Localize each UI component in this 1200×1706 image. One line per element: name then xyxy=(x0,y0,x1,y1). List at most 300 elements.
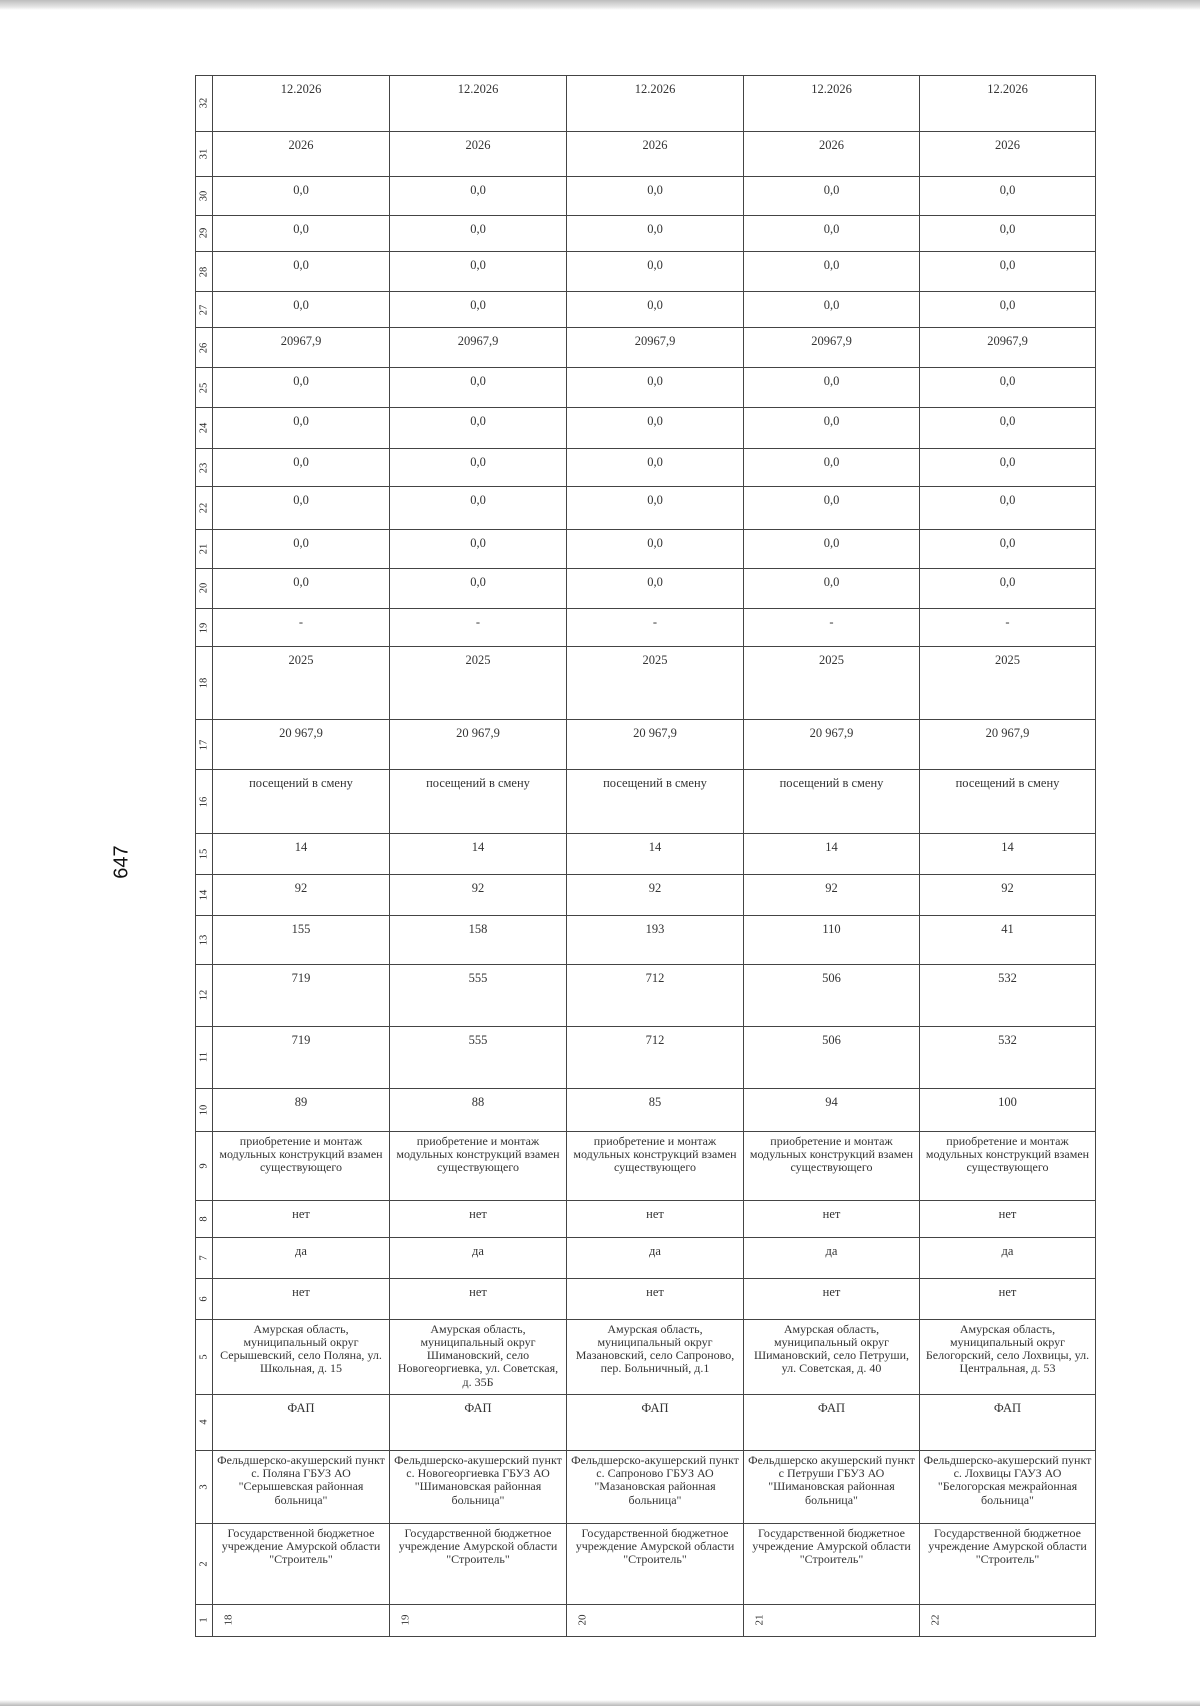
table-cell xyxy=(567,1131,744,1200)
table-cell xyxy=(920,1319,1096,1394)
table-cell xyxy=(567,1279,744,1320)
table-cell xyxy=(213,1523,390,1604)
cell-text: посещений в смену xyxy=(426,775,530,790)
table-cell xyxy=(213,647,390,720)
cell-text: 0,0 xyxy=(823,221,840,236)
cell-text: 193 xyxy=(645,921,665,936)
table-cell xyxy=(744,407,920,448)
cell-text: да xyxy=(472,1244,484,1259)
cell-text: Амурская область, муниципальный округ Шимановский, село Петруши, ул. Советская, д. 40 xyxy=(753,1321,910,1376)
row-number: 14 xyxy=(198,889,210,901)
table-cell xyxy=(390,1026,567,1088)
cell-text: 14 xyxy=(294,840,308,855)
row-number: 3 xyxy=(198,1484,210,1490)
cell-text: 20967,9 xyxy=(280,334,322,349)
row-number: 25 xyxy=(198,382,210,393)
cell-text: 12.2026 xyxy=(987,82,1028,96)
table-cell xyxy=(213,769,390,833)
row-number-cell xyxy=(196,530,213,569)
table-cell xyxy=(390,720,567,769)
cell-text: 532 xyxy=(998,1032,1017,1047)
table-cell xyxy=(567,608,744,647)
row-number: 15 xyxy=(198,848,210,860)
table-cell xyxy=(390,1279,567,1320)
cell-text: Амурская область, муниципальный округ Мазановский, село Сапроново, пер. Больничный, д.1 xyxy=(575,1321,735,1376)
cell-text: 0,0 xyxy=(647,575,663,589)
cell-text: 92 xyxy=(1001,881,1014,896)
table-cell xyxy=(390,965,567,1026)
table-cell xyxy=(920,608,1096,647)
table-cell xyxy=(744,608,920,647)
table-cell xyxy=(567,252,744,292)
table-cell xyxy=(390,328,567,368)
table-cell xyxy=(213,1088,390,1131)
cell-text: 506 xyxy=(822,1032,841,1047)
cell-text: 92 xyxy=(294,881,308,896)
table-cell xyxy=(213,530,390,569)
table-cell xyxy=(390,647,567,720)
row-number: 22 xyxy=(198,503,210,514)
table-cell xyxy=(567,215,744,252)
row-number: 2 xyxy=(198,1561,210,1567)
table-cell xyxy=(567,647,744,720)
table-cell xyxy=(744,215,920,252)
cell-text: 19 xyxy=(399,1614,412,1626)
cell-text: 89 xyxy=(294,1094,308,1109)
table-cell xyxy=(744,252,920,292)
table-cell xyxy=(390,769,567,833)
cell-text: 0,0 xyxy=(999,454,1016,469)
cell-text: нет xyxy=(292,1206,310,1221)
table-cell xyxy=(390,1395,567,1451)
cell-text: 12.2026 xyxy=(457,82,499,96)
table-cell xyxy=(390,1088,567,1131)
cell-text: 2026 xyxy=(819,137,844,152)
table-cell xyxy=(920,76,1096,132)
cell-text: 0,0 xyxy=(999,536,1016,551)
table-cell xyxy=(390,875,567,916)
row-number: 17 xyxy=(198,739,210,750)
table-cell xyxy=(213,215,390,252)
table-cell xyxy=(567,448,744,487)
table-cell xyxy=(390,291,567,328)
cell-text: 2025 xyxy=(642,653,668,668)
row-number-cell xyxy=(196,131,213,176)
row-number-cell xyxy=(196,1088,213,1131)
row-number: 21 xyxy=(198,543,210,555)
cell-text: нет xyxy=(646,1285,664,1299)
table-cell xyxy=(567,368,744,408)
table-cell xyxy=(744,720,920,769)
table-row xyxy=(196,875,1096,916)
cell-text: 0,0 xyxy=(293,536,309,551)
table-row xyxy=(196,1279,1096,1320)
cell-text: 12.2026 xyxy=(811,82,852,96)
table-cell xyxy=(213,569,390,609)
row-number-cell xyxy=(196,1395,213,1451)
table-cell xyxy=(920,328,1096,368)
row-number-cell xyxy=(196,291,213,328)
table-cell xyxy=(390,915,567,964)
cell-text: 0,0 xyxy=(293,221,309,236)
table-cell xyxy=(567,834,744,875)
table-cell xyxy=(920,834,1096,875)
cell-text: 0,0 xyxy=(823,454,840,469)
cell-text: 94 xyxy=(825,1094,838,1109)
table-cell xyxy=(567,487,744,530)
table-cell xyxy=(390,1450,567,1523)
cell-text: посещений в смену xyxy=(249,775,353,790)
table-cell xyxy=(390,1523,567,1604)
cell-text: 92 xyxy=(825,881,838,896)
table-cell xyxy=(920,915,1096,964)
table-cell xyxy=(920,487,1096,530)
table-cell xyxy=(744,769,920,833)
cell-text: 2025 xyxy=(995,653,1020,668)
cell-text: 21 xyxy=(753,1614,766,1626)
cell-text: 0,0 xyxy=(647,454,663,469)
cell-text: 532 xyxy=(998,971,1017,986)
cell-text: 20967,9 xyxy=(457,334,499,349)
table-cell xyxy=(390,1319,567,1394)
cell-text: 158 xyxy=(468,921,488,936)
cell-text: 0,0 xyxy=(823,258,840,273)
table-row xyxy=(196,647,1096,720)
table-row xyxy=(196,834,1096,875)
row-number-cell xyxy=(196,252,213,292)
cell-text: ФАП xyxy=(464,1401,492,1416)
row-number: 8 xyxy=(198,1216,210,1222)
table-cell xyxy=(920,291,1096,328)
cell-text: да xyxy=(649,1244,661,1259)
table-cell xyxy=(567,1450,744,1523)
cell-text: нет xyxy=(822,1206,841,1221)
table-cell xyxy=(390,1200,567,1238)
cell-text: 0,0 xyxy=(470,575,486,589)
table-cell xyxy=(744,1604,920,1637)
cell-text: 2026 xyxy=(465,137,491,152)
table-cell xyxy=(744,875,920,916)
cell-text: 88 xyxy=(471,1094,485,1109)
table-cell xyxy=(567,1238,744,1279)
row-number: 19 xyxy=(198,622,210,633)
row-number-cell xyxy=(196,1604,213,1637)
cell-text: 85 xyxy=(648,1094,662,1109)
table-row xyxy=(196,530,1096,569)
row-number: 4 xyxy=(198,1419,210,1426)
cell-text: 14 xyxy=(825,840,838,855)
table-cell xyxy=(213,176,390,215)
table-cell xyxy=(920,131,1096,176)
cell-text: да xyxy=(825,1244,838,1259)
cell-text: 506 xyxy=(822,971,841,986)
cell-text: 0,0 xyxy=(293,493,309,508)
cell-text: 20 xyxy=(576,1614,589,1626)
cell-text: 2025 xyxy=(465,653,491,668)
cell-text: 12.2026 xyxy=(634,82,676,96)
table-cell xyxy=(920,647,1096,720)
cell-text: Амурская область, муниципальный округ Белогорский, село Лохвицы, ул. Центральная, д. 53 xyxy=(925,1321,1090,1376)
cell-text: посещений в смену xyxy=(955,775,1060,790)
table-row xyxy=(196,252,1096,292)
table-cell xyxy=(567,407,744,448)
row-number: 10 xyxy=(198,1104,210,1116)
row-number-cell xyxy=(196,1523,213,1604)
cell-text: 20967,9 xyxy=(634,334,676,349)
table-cell xyxy=(920,1279,1096,1320)
row-number-cell xyxy=(196,328,213,368)
table-row xyxy=(196,1088,1096,1131)
table-cell xyxy=(920,1131,1096,1200)
cell-text: 0,0 xyxy=(647,493,663,508)
table-cell xyxy=(567,291,744,328)
row-number: 5 xyxy=(198,1354,210,1360)
table-cell xyxy=(744,965,920,1026)
cell-text: 0,0 xyxy=(999,297,1016,312)
row-number: 24 xyxy=(198,422,210,434)
table-cell xyxy=(213,608,390,647)
table-cell xyxy=(744,1395,920,1451)
table-cell xyxy=(567,1604,744,1637)
cell-text: - xyxy=(475,614,481,629)
table-cell xyxy=(920,407,1096,448)
row-number-cell xyxy=(196,769,213,833)
table-cell xyxy=(744,1088,920,1131)
table-cell xyxy=(390,131,567,176)
cell-text: 0,0 xyxy=(647,297,663,312)
row-number-cell xyxy=(196,1200,213,1238)
row-number-cell xyxy=(196,1131,213,1200)
cell-text: 0,0 xyxy=(823,493,840,508)
cell-text: приобретение и монтаж модульных конструкций взамен существующего xyxy=(396,1133,560,1175)
cell-text: посещений в смену xyxy=(603,775,707,790)
cell-text: 2026 xyxy=(642,137,668,152)
row-number: 13 xyxy=(198,934,210,946)
row-number: 27 xyxy=(198,304,210,315)
cell-text: 20 967,9 xyxy=(279,726,323,741)
table-cell xyxy=(390,834,567,875)
cell-text: 719 xyxy=(291,971,311,986)
table-cell xyxy=(213,487,390,530)
row-number: 28 xyxy=(198,266,210,277)
cell-text: 0,0 xyxy=(823,536,840,551)
cell-text: 0,0 xyxy=(647,413,663,428)
cell-text: 555 xyxy=(468,971,488,986)
row-number-cell xyxy=(196,1319,213,1394)
cell-text: 0,0 xyxy=(999,182,1016,197)
table-cell xyxy=(920,1238,1096,1279)
row-number-cell xyxy=(196,368,213,408)
row-number: 7 xyxy=(198,1255,210,1261)
cell-text: 0,0 xyxy=(647,258,663,273)
row-number-cell xyxy=(196,834,213,875)
cell-text: 14 xyxy=(648,840,662,855)
table-cell xyxy=(390,608,567,647)
table-row xyxy=(196,487,1096,530)
row-number-cell xyxy=(196,407,213,448)
cell-text: 0,0 xyxy=(293,413,309,428)
table-cell xyxy=(744,1319,920,1394)
table-row xyxy=(196,1395,1096,1451)
cell-text: 20 967,9 xyxy=(633,726,677,741)
table-cell xyxy=(567,530,744,569)
cell-text: 0,0 xyxy=(470,536,486,551)
cell-text: да xyxy=(295,1244,307,1259)
row-number: 6 xyxy=(198,1296,210,1302)
row-number: 32 xyxy=(198,98,210,109)
table-cell xyxy=(744,1200,920,1238)
table-cell xyxy=(567,1088,744,1131)
table-cell xyxy=(213,1200,390,1238)
table-row xyxy=(196,1319,1096,1394)
cell-text: 0,0 xyxy=(470,182,486,197)
row-number: 29 xyxy=(198,228,210,239)
cell-text: - xyxy=(298,614,304,629)
table-cell xyxy=(744,76,920,132)
cell-text: 0,0 xyxy=(647,374,663,389)
cell-text: Государственной бюджетное учреждение Амурской области "Строитель" xyxy=(398,1525,558,1567)
cell-text: Государственной бюджетное учреждение Амурской области "Строитель" xyxy=(928,1525,1087,1567)
table-cell xyxy=(213,328,390,368)
table-cell xyxy=(920,875,1096,916)
cell-text: 0,0 xyxy=(470,493,486,508)
table-cell xyxy=(920,252,1096,292)
row-number: 16 xyxy=(198,796,210,807)
table-cell xyxy=(744,647,920,720)
table-cell xyxy=(567,176,744,215)
table-cell xyxy=(390,368,567,408)
table-cell xyxy=(390,569,567,609)
cell-text: приобретение и монтаж модульных конструкций взамен существующего xyxy=(219,1133,383,1175)
cell-text: Государственной бюджетное учреждение Амурской области "Строитель" xyxy=(221,1525,381,1567)
table-row xyxy=(196,291,1096,328)
table-cell xyxy=(213,448,390,487)
table-cell xyxy=(920,1604,1096,1637)
table-row xyxy=(196,368,1096,408)
table-cell xyxy=(213,252,390,292)
table-cell xyxy=(567,1200,744,1238)
cell-text: 2025 xyxy=(288,653,314,668)
cell-text: 100 xyxy=(998,1094,1017,1109)
table-row xyxy=(196,76,1096,132)
row-number-cell xyxy=(196,1450,213,1523)
cell-text: 0,0 xyxy=(293,182,309,197)
cell-text: 2025 xyxy=(819,653,844,668)
table-cell xyxy=(920,720,1096,769)
cell-text: 2026 xyxy=(995,137,1020,152)
table-cell xyxy=(390,176,567,215)
cell-text: Амурская область, муниципальный округ Серышевский, село Поляна, ул. Школьная, д. 15 xyxy=(220,1321,382,1376)
table-row xyxy=(196,1131,1096,1200)
cell-text: приобретение и монтаж модульных конструкций взамен существующего xyxy=(925,1133,1090,1175)
table-cell xyxy=(744,131,920,176)
cell-text: нет xyxy=(292,1285,310,1299)
table-cell xyxy=(567,1395,744,1451)
cell-text: 0,0 xyxy=(999,258,1016,273)
row-number-cell xyxy=(196,487,213,530)
page-number: 647 xyxy=(110,845,133,879)
table-cell xyxy=(213,915,390,964)
cell-text: ФАП xyxy=(817,1401,846,1416)
row-number-cell xyxy=(196,569,213,609)
row-number-cell xyxy=(196,720,213,769)
table-row xyxy=(196,448,1096,487)
table-cell xyxy=(744,1450,920,1523)
cell-text: 2026 xyxy=(288,137,314,152)
table-cell xyxy=(567,569,744,609)
cell-text: 0,0 xyxy=(823,374,840,389)
table-cell xyxy=(744,1238,920,1279)
cell-text: ФАП xyxy=(287,1401,315,1416)
table-row xyxy=(196,328,1096,368)
table-cell xyxy=(213,875,390,916)
table-cell xyxy=(567,1319,744,1394)
row-number-cell xyxy=(196,76,213,132)
table-cell xyxy=(744,291,920,328)
cell-text: приобретение и монтаж модульных конструкций взамен существующего xyxy=(573,1133,737,1175)
cell-text: 0,0 xyxy=(293,258,309,273)
table-row xyxy=(196,407,1096,448)
cell-text: Государственной бюджетное учреждение Амурской области "Строитель" xyxy=(575,1525,735,1567)
cell-text: 0,0 xyxy=(999,221,1016,236)
cell-text: нет xyxy=(822,1285,841,1299)
cell-text: нет xyxy=(998,1206,1017,1221)
table-cell xyxy=(213,1279,390,1320)
cell-text: 0,0 xyxy=(293,575,309,589)
cell-text: 0,0 xyxy=(647,182,663,197)
table-row xyxy=(196,1523,1096,1604)
cell-text: 0,0 xyxy=(823,182,840,197)
cell-text: 0,0 xyxy=(470,374,486,389)
table-cell xyxy=(213,407,390,448)
cell-text: нет xyxy=(646,1206,664,1221)
row-number-cell xyxy=(196,915,213,964)
cell-text: нет xyxy=(998,1285,1017,1299)
row-number: 20 xyxy=(198,583,210,594)
cell-text: 0,0 xyxy=(293,374,309,389)
table-row xyxy=(196,965,1096,1026)
row-number: 9 xyxy=(198,1163,210,1169)
cell-text: да xyxy=(1001,1244,1014,1259)
table-cell xyxy=(744,487,920,530)
table-cell xyxy=(390,1604,567,1637)
table-cell xyxy=(213,1395,390,1451)
table-cell xyxy=(920,215,1096,252)
table-row xyxy=(196,215,1096,252)
cell-text: - xyxy=(829,614,834,629)
row-number-cell xyxy=(196,1279,213,1320)
row-number-cell xyxy=(196,1238,213,1279)
table-cell xyxy=(744,1523,920,1604)
row-number-cell xyxy=(196,647,213,720)
cell-text: нет xyxy=(469,1206,487,1221)
cell-text: 41 xyxy=(1001,921,1014,936)
cell-text: Фельдшерско-акушерский пункт с. Сапроново ГБУЗ АО "Мазановская районная больница" xyxy=(571,1452,739,1507)
table-row xyxy=(196,915,1096,964)
table-row xyxy=(196,569,1096,609)
cell-text: 0,0 xyxy=(293,297,309,312)
cell-text: 20 967,9 xyxy=(456,726,500,741)
table-cell xyxy=(213,368,390,408)
cell-text: - xyxy=(652,614,658,629)
table-cell xyxy=(920,1026,1096,1088)
row-number-cell xyxy=(196,448,213,487)
cell-text: ФАП xyxy=(641,1401,669,1416)
table-cell xyxy=(390,407,567,448)
row-number: 12 xyxy=(198,990,210,1001)
table-row xyxy=(196,1026,1096,1088)
table-cell xyxy=(390,530,567,569)
